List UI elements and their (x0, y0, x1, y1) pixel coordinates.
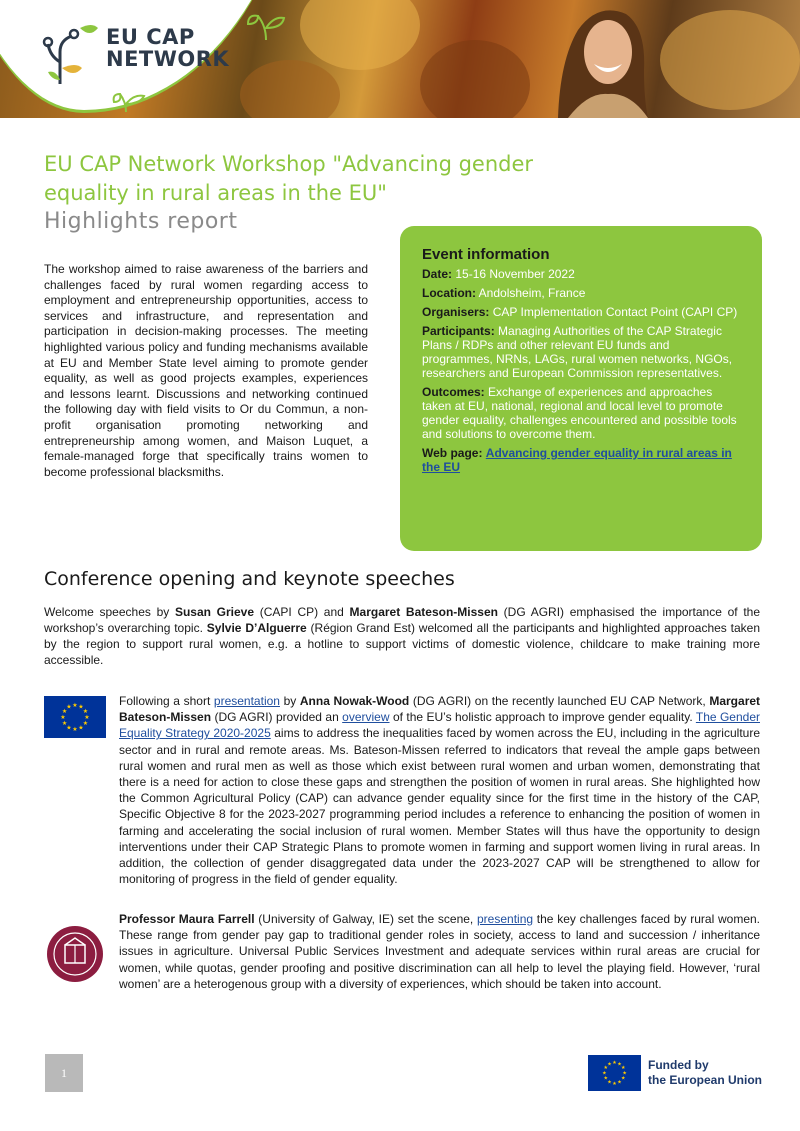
event-webpage-link[interactable]: Advancing gender equality in rural areas in the EU (422, 446, 732, 474)
speaker-name: Margaret Bateson-Missen (349, 605, 498, 619)
svg-text:★: ★ (72, 702, 78, 709)
svg-text:★: ★ (66, 703, 72, 711)
eu-flag-icon (44, 696, 106, 738)
event-outcomes: Outcomes: Exchange of experiences and approaches taken at EU, national, regional and local level to promote gender equality, challenges encountered and possible tools and solutions to overcome them. (422, 385, 737, 441)
svg-text:★: ★ (61, 708, 68, 715)
intro-paragraph: The workshop aimed to raise awareness of the barriers and challenges faced by rural women regarding access to employment and entrepreneurship opportunities, access to services and infrastructure, and representation and participation in decision-making processes. The meeting highlighted various policy and funding mechanisms available at EU and Member State level aiming to promote gender equality, as well as good projects examples, experiences and lessons learnt. Discussions and networking continued the following day with field visits to Or du Commun, a non-profit organisation promoting networking and entrepreneurship among women, and Maison Luquet, a female-managed forge that specifically trains women to become professional blacksmiths. (44, 262, 368, 479)
svg-text:★: ★ (617, 1061, 622, 1068)
svg-text:★: ★ (603, 1065, 609, 1072)
event-heading: Event information (422, 246, 550, 263)
svg-text:★: ★ (78, 703, 84, 711)
presenting-link[interactable]: presenting (477, 912, 534, 926)
report-title (44, 150, 644, 208)
report-subtitle: Highlights report (44, 209, 238, 234)
logo-line-2: NETWORK (106, 47, 230, 71)
svg-text:★: ★ (620, 1075, 626, 1082)
woman-photo (548, 0, 650, 118)
gender-equality-strategy-link[interactable]: The Gender Equality Strategy 2020-2025 (119, 710, 760, 741)
svg-text:★: ★ (60, 714, 66, 721)
funded-text: Funded by the European Union (648, 1058, 762, 1087)
event-location: Location: Andolsheim, France (422, 286, 586, 300)
overview-link[interactable]: overview (342, 710, 390, 725)
svg-text:★: ★ (82, 720, 89, 727)
svg-text:★: ★ (612, 1080, 617, 1087)
speaker-name: Margaret Bateson-Missen (119, 694, 761, 725)
event-date: Date: 15-16 November 2022 (422, 267, 575, 281)
logo-tree-icon (42, 22, 102, 86)
svg-text:★: ★ (607, 1079, 612, 1086)
funded-by-eu-badge (588, 1055, 768, 1093)
eu-cap-network-logo[interactable] (42, 22, 242, 92)
svg-text:★: ★ (620, 1065, 626, 1072)
svg-text:★: ★ (66, 724, 72, 732)
welcome-paragraph: Welcome speeches by Susan Grieve (CAPI CP) and Margaret Bateson-Missen (DG AGRI) emphasised the importance of the workshop’s overarching topic. Sylvie D’Alguerre (Région Grand Est) welcomed all the participants and highlighted approaches taken by the region to support rural women, e.g. a hotline to support victims of domestic violence, childcare to make training more accessible. (44, 605, 760, 667)
section-heading: Conference opening and keynote speeches (44, 568, 455, 590)
eu-flag-icon (588, 1055, 641, 1091)
event-information-box (400, 226, 762, 551)
svg-text:★: ★ (612, 1060, 617, 1066)
logo-text (106, 26, 229, 70)
svg-text:★: ★ (602, 1070, 607, 1077)
speaker-name: Susan Grieve (174, 605, 255, 619)
event-organisers: Organisers: CAP Implementation Contact Point (CAPI CP) (422, 305, 738, 319)
page-number: 1 (45, 1054, 83, 1092)
logo-line-1: EU CAP (106, 25, 195, 49)
event-participants: Participants: Managing Authorities of the CAP Strategic Plans / RDPs and other relevant EU funds and programmes, NRNs, LAGs, rural women networks, NGOs, researchers and European Commission representatives. (422, 324, 733, 380)
svg-text:★: ★ (603, 1075, 609, 1082)
title-line-2: equality in rural areas in the EU" (44, 181, 387, 205)
svg-text:★: ★ (61, 720, 68, 727)
speaker-name: Sylvie D’Alguerre (206, 621, 307, 635)
title-line-1: EU CAP Network Workshop "Advancing gender (44, 152, 534, 176)
sprout-icon (244, 6, 288, 42)
event-webpage: Web page: Advancing gender equality in rural areas in the EU (422, 446, 732, 474)
svg-text:★: ★ (82, 708, 89, 715)
svg-text:★: ★ (622, 1070, 627, 1077)
svg-text:★: ★ (72, 726, 78, 733)
university-of-galway-seal-icon (46, 925, 104, 983)
svg-text:★: ★ (617, 1079, 622, 1086)
keynote-paragraph-1: Following a short presentation by Anna Nowak-Wood (DG AGRI) on the recently launched EU CAP Network, Margaret Bateson-Missen (DG AGRI) provided an overview of the EU’s holistic approach to improve gender equality. The Gender Equality Strategy 2020-2025 aims to address the inequalities faced by women across the EU, including in the agriculture sector and in rural and remote areas. Ms. Bateson-Missen referred to indicators that reveal the ample gaps between rural women and rural men as well as those which exist between rural women and urban women, demonstrating that there is a need for action to close these gaps and strengthen the position of women in rural areas. She highlighted how the Common Agricultural Policy (CAP) can advance gender equality since for the first time in the history of the CAP, Specific Objective 8 for the 2023-2027 programming period includes a reference to enhancing the position of women in farming and accelerating the social inclusion of rural women. Member States will thus have the opportunity to design interventions under their CAP Strategic Plans to promote women in farming and support women living in rural areas. In addition, the collection of gender disaggregated data under the 2023-2027 CAP will be strengthened to allow for monitoring of progress in the field of gender equality. (119, 694, 761, 887)
svg-text:★: ★ (78, 724, 84, 732)
svg-text:★: ★ (607, 1061, 612, 1068)
speaker-name: Anna Nowak-Wood (299, 694, 410, 708)
speaker-name: Professor Maura Farrell (119, 912, 255, 926)
svg-text:★: ★ (84, 714, 90, 721)
keynote-paragraph-2: Professor Maura Farrell (University of Galway, IE) set the scene, presenting the key challenges faced by rural women. These range from gender pay gap to traditional gender roles in society, access to land and succession / inheritance issues in agriculture. Universal Public Services Investment and adequate services within rural areas are crucial for women, while quotas, gender proofing and positive discrimination can all help to level the playing field. However, ‘rural women’ are a heterogenous group with a diversity of experiences, which should be taken into account. (119, 912, 761, 991)
presentation-link[interactable]: presentation (213, 694, 280, 708)
